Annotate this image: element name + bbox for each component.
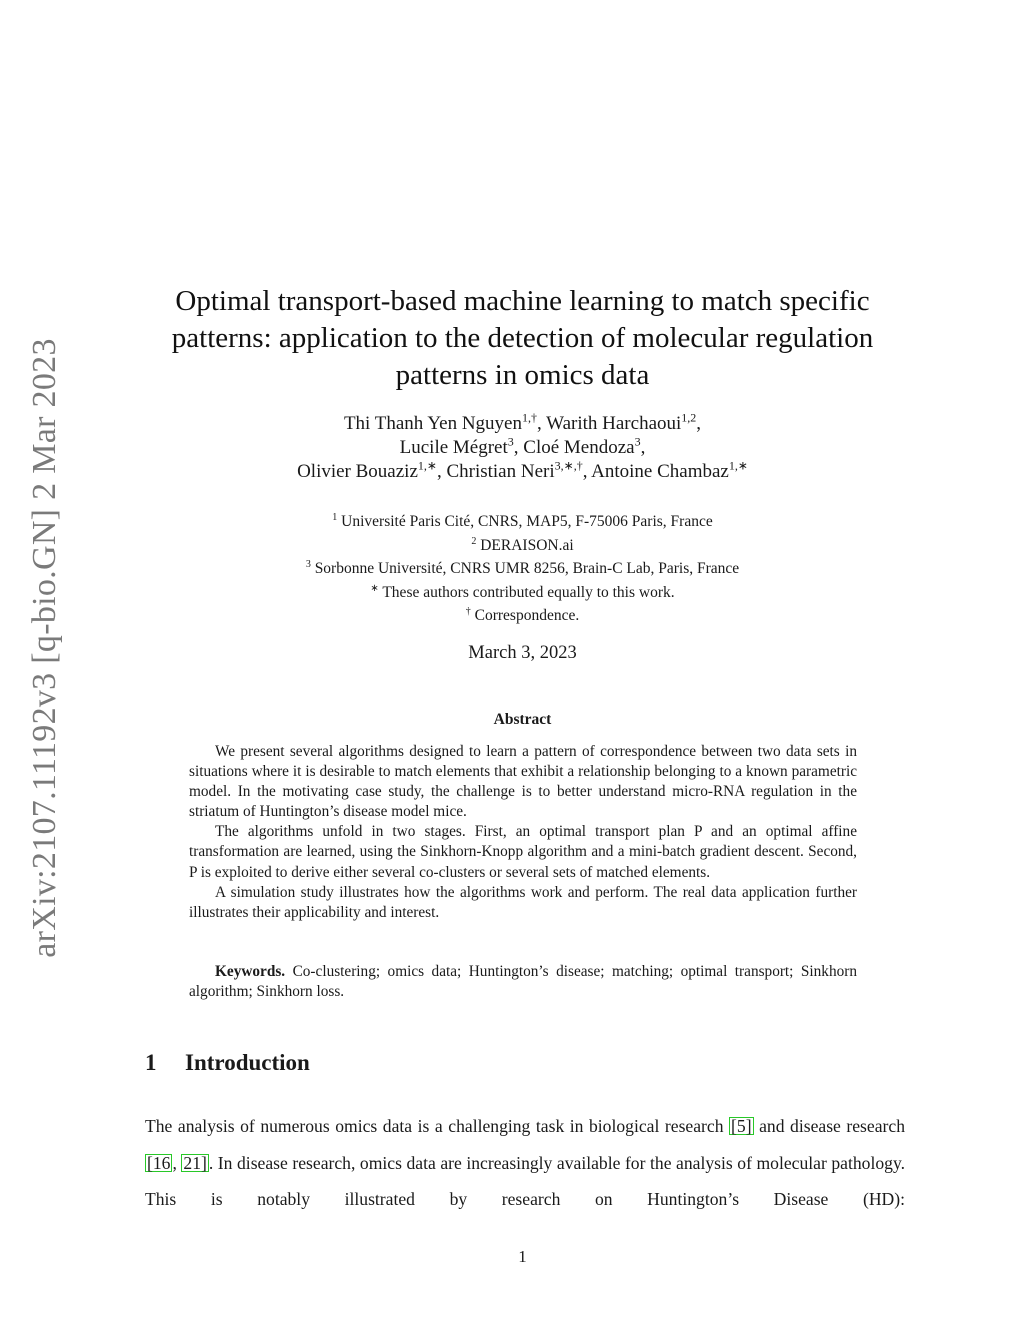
affiliation-text: DERAISON.ai [480,536,574,554]
section-title: Introduction [185,1050,310,1075]
affiliation-mark: 1 [332,511,338,523]
intro-text: . In disease research, omics data are increasingly available for the analysis of molecular pathology. This is notably illustrated by research on Huntington’s Disease (HD): [145,1152,905,1209]
affiliation-mark: ∗ [370,582,379,594]
affiliation-item [150,534,895,558]
author-line: Olivier Bouaziz$^{1,∗}$, Christian Neri$^{3,∗,\dagger}$, Antoine Chambaz$^{1,∗}$ [297,458,748,482]
keywords [189,962,857,1002]
title-line: patterns: application to the detection of molecular regulation [171,322,874,354]
affiliation-text: These authors contributed equally to this work. [382,583,675,601]
affiliation-text: Sorbonne Université, CNRS UMR 8256, Brain-C Lab, Paris, France [314,560,740,577]
arxiv-stamp-text: arXiv:2107.11192v3 [q-bio.GN] 2 Mar 2023 [26,337,64,958]
intro-text: The analysis of numerous omics data is a challenging task in biological research [145,1116,730,1136]
author-name: Lucile Mégret [399,437,508,458]
affiliation-mark: 3 [305,558,311,570]
citation-link[interactable]: [16 [147,1152,171,1173]
abstract-body [189,742,857,923]
affiliation-item [150,557,895,581]
author-mark: 3 [507,434,514,449]
author-name: Olivier Bouaziz [297,461,418,482]
author-name: Antoine Chambaz [591,461,729,482]
affiliation-item [150,604,895,628]
affiliation-mark: 2 [471,535,477,547]
citation-link[interactable]: 21] [183,1152,207,1173]
citation-link[interactable]: [5] [731,1116,752,1136]
affiliation-text: Correspondence. [474,607,580,624]
author-line: Thi Thanh Yen Nguyen$^{1,\dagger}$, Warith Harchaoui$^{1,2}$, [343,410,702,434]
keywords-text: Co-clustering; omics data; Huntington’s disease; matching; optimal transport; Sinkhorn algorithm; Sinkhorn loss. [189,963,857,1001]
keywords-label: Keywords. [215,963,286,980]
intro-text: , [172,1152,182,1173]
author-list [150,412,895,484]
author-mark: 1,∗ [728,458,748,473]
section-number: 1 [145,1050,157,1075]
paper-title [150,283,895,394]
author-mark: 1,2 [681,410,697,425]
abstract-paragraph: A simulation study illustrates how the algorithms work and perform. The real data application further illustrates their applicability and interest. [189,883,857,921]
author-name: Cloé Mendoza [523,437,635,458]
section-heading [145,1050,310,1076]
intro-paragraph [145,1108,905,1218]
abstract-paragraph: We present several algorithms designed to learn a pattern of correspondence between two data sets in situations where it is desirable to match elements that exhibit a relationship belonging to a known parametric model. In the motivating case study, the challenge is to better understand micro-RNA regulation in the striatum of Huntington’s disease model mice. [189,743,857,821]
author-mark: 3,∗,† [554,458,583,473]
intro-text: and disease research [753,1116,905,1136]
abstract-heading: Abstract [493,711,552,728]
author-name: Warith Harchaoui [546,413,682,434]
affiliation-mark: † [465,605,471,617]
affiliation-text: Université Paris Cité, CNRS, MAP5, F-75006 Paris, France [341,513,713,530]
title-line: Optimal transport-based machine learning to match specific [175,285,870,317]
arxiv-stamp [22,337,68,958]
author-name: Christian Neri [446,461,555,482]
abstract-paragraph: The algorithms unfold in two stages. First, an optimal transport plan P and an optimal affine transformation are learned, using the Sinkhorn-Knopp algorithm and a mini-batch gradient descent. Second, P is exploited to derive either several co-clusters or several sets of matched elements. [189,823,857,881]
author-line: Lucile Mégret$^3$, Cloé Mendoza$^3$, [399,434,646,458]
affiliation-item [150,510,895,534]
author-mark: 1,† [522,410,537,425]
author-mark: 1,∗ [417,458,437,473]
paper-date: March 3, 2023 [468,643,577,663]
page-number: 1 [518,1247,527,1266]
author-name: Thi Thanh Yen Nguyen [343,413,522,434]
affiliation-list [150,510,895,628]
author-mark: 3 [634,434,641,449]
affiliation-item [150,581,895,605]
title-line: patterns in omics data [395,359,650,391]
